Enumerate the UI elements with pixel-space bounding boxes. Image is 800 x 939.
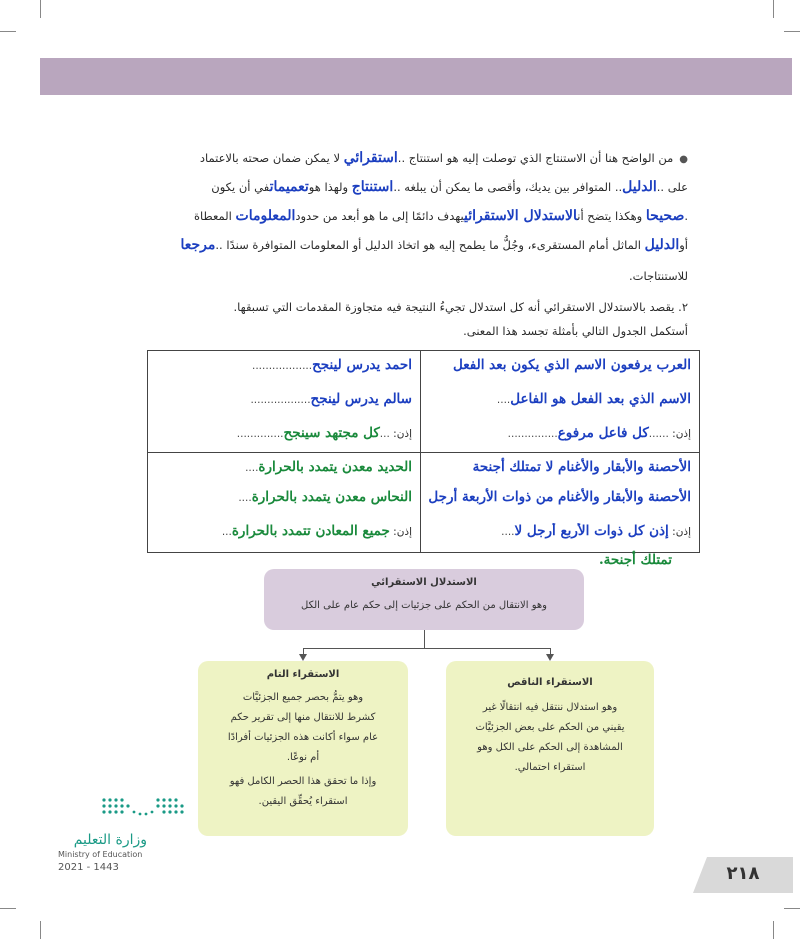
bullet-icon: ●: [679, 154, 688, 165]
dots: ....: [501, 526, 515, 538]
handwritten-answer: صحيحا: [645, 208, 685, 224]
text: يهدف دائمًا إلى ما هو أبعد من حدود: [295, 209, 465, 223]
text-line: استقراء احتمالي.: [514, 762, 586, 773]
handwritten-answer: الدليل: [622, 179, 657, 195]
table-cell-r1-left: [148, 351, 421, 453]
table-cell-r2-right: [421, 453, 700, 553]
text: من الواضح هنا أن الاستنتاج الذي توصلت إليه هو استنتاج ..: [397, 151, 674, 165]
text-line: وهو يتمُّ بحصر جميع الجزئيَّات: [242, 692, 364, 703]
dots: ....: [496, 394, 511, 406]
text-line: المشاهدة إلى الحكم على الكل وهو: [477, 742, 623, 753]
crop-mark: [0, 908, 16, 909]
box-title: الاستقراء الناقص: [507, 677, 593, 688]
dots: ...: [379, 428, 390, 440]
table-cell-r2-left: [148, 453, 421, 553]
text: على ..: [656, 180, 688, 194]
text-line: يقيني من الحكم على بعض الجزئيَّات: [475, 722, 625, 733]
text: .. المتوافر بين يديك، وأقصى ما يمكن أن يبلغه ..: [393, 180, 623, 194]
incomplete-induction-box: [446, 661, 654, 836]
ministry-name-en: Ministry of Education: [58, 850, 143, 859]
paragraph-line-3: [128, 202, 688, 231]
conclusion: إذن كل ذوات الأربع أرجل لا: [514, 523, 669, 539]
premise-2: سالم يدرس لينجح: [310, 391, 412, 407]
text-line: أم نوعًا.: [286, 752, 320, 763]
box-text: [446, 698, 654, 778]
premise-1: العرب يرفعون الاسم الذي يكون بعد الفعل: [453, 357, 691, 373]
box-title: الاستقراء التام: [266, 669, 340, 680]
premise-2: الأحصنة والأبقار والأغنام من ذوات الأربعة أرجل: [428, 489, 691, 505]
text: للاستنتاجات.: [628, 269, 688, 283]
connector: [303, 648, 550, 649]
conclusion: كل مجتهد سينجح: [283, 425, 380, 441]
edition-year: 2021 - 1443: [58, 862, 119, 873]
dots: ..............: [236, 428, 284, 440]
text-line: وهو استدلال ننتقل فيه انتقالًا غير: [482, 702, 618, 713]
crop-mark: [773, 0, 774, 18]
premise-1: الأحصنة والأبقار والأغنام لا تمتلك أجنحة: [472, 459, 691, 475]
handwritten-answer: استنتاج: [351, 179, 394, 195]
text: الماثل أمام المستقرىء، وجُلُّ ما يطمح إليه هو اتخاذ الدليل أو المعلومات المتوافرة سندًا ..: [215, 238, 645, 252]
conclusion: كل فاعل مرفوع: [557, 425, 649, 441]
dots: ..................: [250, 394, 311, 406]
arrow-down-icon: [546, 654, 554, 661]
handwritten-answer: مرجعا: [180, 237, 216, 253]
handwritten-answer: استقرائي: [343, 150, 398, 166]
handwritten-answer: المعلومات: [235, 208, 296, 224]
dots: ...............: [507, 428, 558, 440]
text-line: كشرط للانتقال منها إلى تقرير حكم: [230, 712, 376, 723]
text: المعطاة: [194, 209, 236, 223]
handwritten-answer: تعميمات: [269, 179, 309, 195]
handwritten-answer: الدليل: [644, 237, 680, 253]
crop-mark: [40, 921, 41, 939]
paragraph-line-1: [128, 144, 688, 174]
text-line: عام سواء أكانت هذه الجزئيات أفرادًا: [227, 732, 379, 743]
text: أو: [679, 238, 688, 252]
premise-2: الاسم الذي بعد الفعل هو الفاعل: [510, 391, 691, 407]
complete-induction-box: [198, 661, 408, 836]
box-text: [198, 688, 408, 812]
inductive-reasoning-box: [264, 569, 584, 630]
text: وهكذا يتضح أن: [577, 209, 646, 223]
crop-mark: [773, 921, 774, 939]
dots: ......: [648, 428, 669, 440]
dots: ...: [221, 526, 232, 538]
box-title: الاستدلال الاستقرائي: [371, 577, 477, 588]
paragraph-line-5: [128, 262, 688, 291]
question-text: ٢. يقصد بالاستدلال الاستقرائي أنه كل استدلال تجيءُ النتيجة فيه متجاوزة المقدمات التي تسبقها.: [233, 300, 688, 314]
therefore-label: إذن:: [672, 526, 691, 538]
premise-2: النحاس معدن يتمدد بالحرارة: [251, 489, 412, 505]
question-instruction: أستكمل الجدول التالي بأمثلة تجسد هذا المعنى.: [463, 324, 688, 338]
paragraph-line-4: [128, 231, 688, 260]
crop-mark: [40, 0, 41, 18]
dots: ..................: [252, 360, 313, 372]
premise-1: احمد يدرس لينجح: [312, 357, 412, 373]
handwritten-answer: الاستدلال الاستقرائي: [464, 208, 578, 224]
paragraph-line-2: [128, 173, 688, 202]
text-line: وإذا ما تحقق هذا الحصر الكامل فهو: [229, 776, 377, 787]
question-line-1: [128, 300, 688, 314]
text: لا يمكن ضمان صحته بالاعتماد: [199, 151, 344, 165]
box-text: وهو الانتقال من الحكم على جزئيات إلى حكم عام على الكل: [301, 600, 547, 611]
therefore-label: إذن:: [393, 428, 412, 440]
crop-mark: [784, 908, 800, 909]
ministry-name-ar: وزارة التعليم: [73, 832, 147, 848]
examples-table: [147, 350, 700, 553]
text-line: استقراء يُحقِّق اليقين.: [258, 796, 348, 807]
dots: ....: [238, 492, 252, 504]
conclusion-overflow: تمتلك أجنحة.: [598, 552, 672, 568]
connector: [424, 630, 425, 648]
conclusion: جميع المعادن تتمدد بالحرارة: [231, 523, 390, 539]
question-line-2: [128, 324, 688, 338]
therefore-label: إذن:: [672, 428, 691, 440]
page-number: ٢١٨: [726, 863, 760, 884]
dots: ....: [245, 462, 259, 474]
premise-1: الحديد معدن يتمدد بالحرارة: [258, 459, 412, 475]
crop-mark: [784, 31, 800, 32]
ministry-logo-icon: [100, 796, 190, 820]
therefore-label: إذن:: [393, 526, 412, 538]
text: .: [684, 209, 688, 223]
crop-mark: [0, 31, 16, 32]
text: في أن يكون: [211, 180, 270, 194]
text: ولهذا هو: [308, 180, 352, 194]
table-cell-r1-right: [421, 351, 700, 453]
arrow-down-icon: [299, 654, 307, 661]
header-band: [40, 58, 792, 95]
